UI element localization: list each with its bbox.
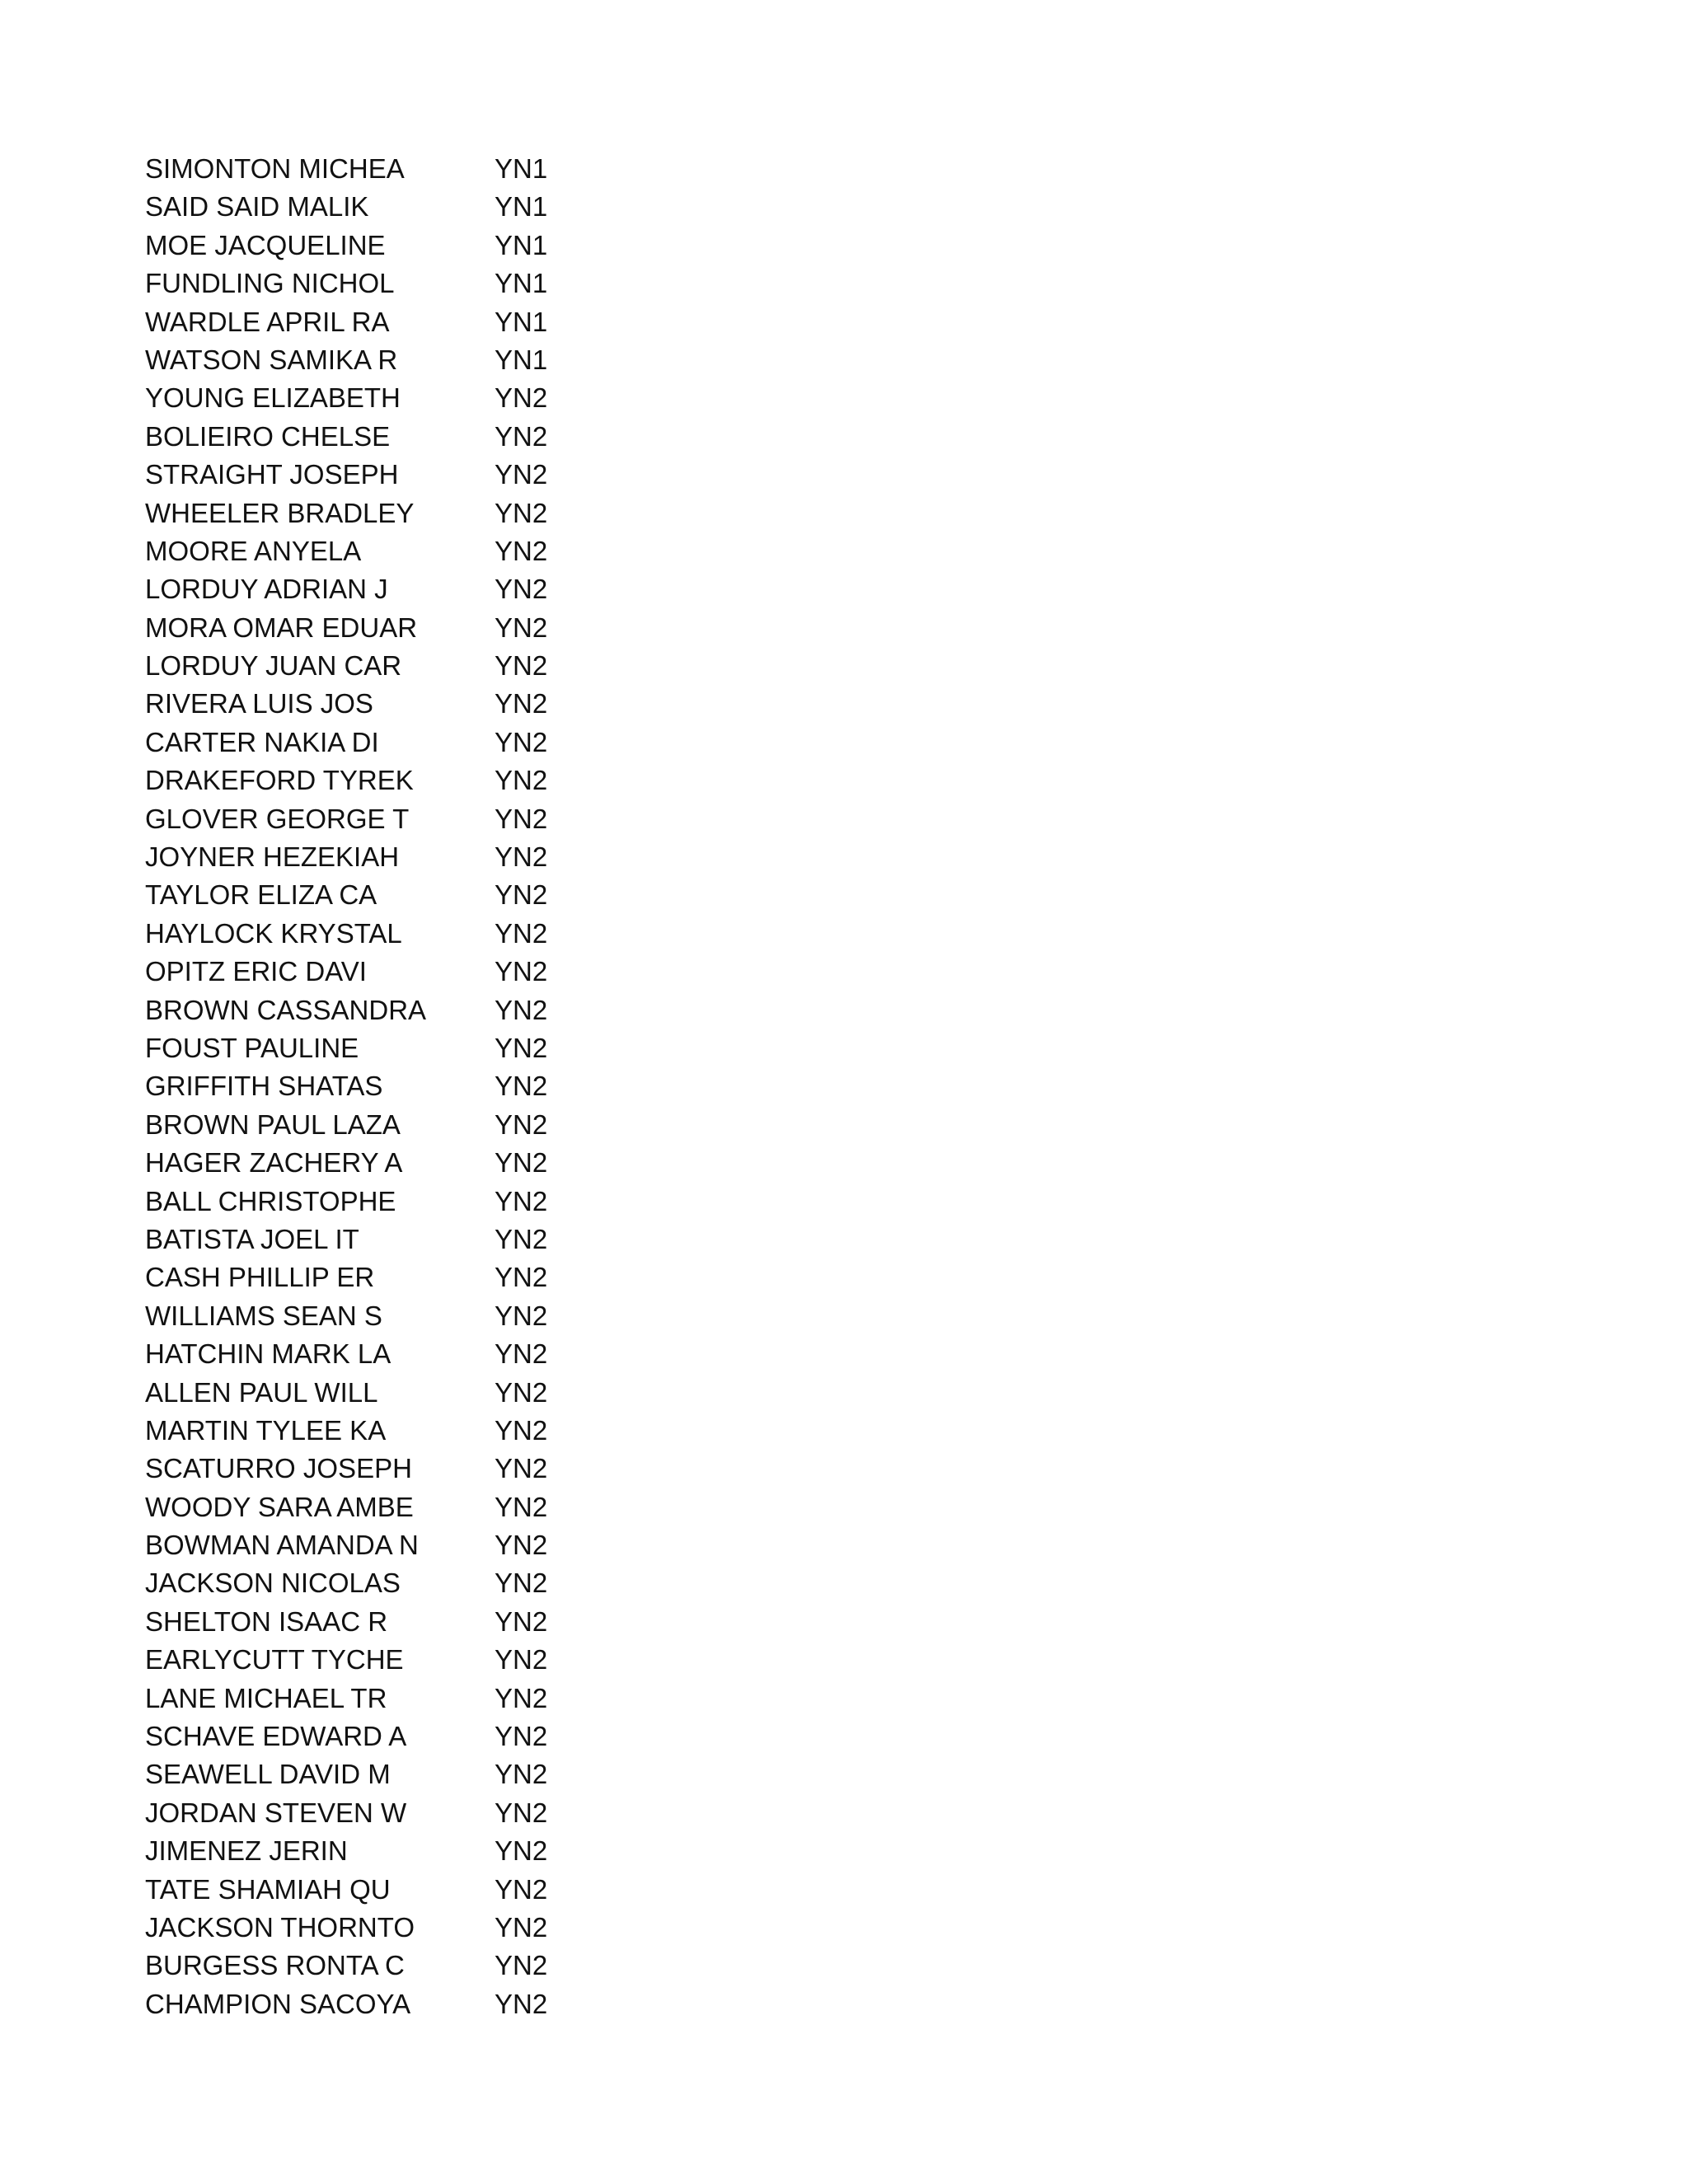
person-name: LANE MICHAEL TR	[145, 1682, 387, 1713]
grade-code: YN2	[495, 650, 548, 682]
roster-list	[145, 150, 640, 2023]
grade-code: YN2	[495, 497, 548, 528]
person-name: LORDUY ADRIAN J	[145, 574, 388, 605]
person-name: SCATURRO JOSEPH	[145, 1453, 412, 1484]
grade-code: YN2	[495, 1300, 548, 1331]
person-name: WILLIAMS SEAN S	[145, 1300, 382, 1331]
grade-code: YN1	[495, 229, 548, 260]
person-name: BURGESS RONTA C	[145, 1950, 405, 1981]
person-name: DRAKEFORD TYREK	[145, 765, 414, 796]
grade-code: YN2	[495, 688, 548, 719]
person-name: CHAMPION SACOYA	[145, 1988, 411, 2019]
list-item	[145, 685, 640, 723]
list-item	[145, 150, 640, 188]
list-item	[145, 456, 640, 494]
person-name: EARLYCUTT TYCHE	[145, 1644, 404, 1675]
grade-code: YN2	[495, 1797, 548, 1828]
list-item	[145, 1450, 640, 1488]
list-item	[145, 303, 640, 341]
grade-code: YN2	[495, 994, 548, 1025]
grade-code: YN2	[495, 1605, 548, 1637]
list-item	[145, 1258, 640, 1296]
grade-code: YN2	[495, 1568, 548, 1599]
grade-code: YN2	[495, 1147, 548, 1179]
list-item	[145, 1374, 640, 1412]
person-name: CARTER NAKIA DI	[145, 726, 379, 757]
person-name: WARDLE APRIL RA	[145, 306, 390, 337]
person-name: GLOVER GEORGE T	[145, 803, 410, 834]
grade-code: YN2	[495, 1721, 548, 1752]
list-item	[145, 1488, 640, 1526]
list-item	[145, 1794, 640, 1832]
list-item	[145, 1221, 640, 1258]
person-name: GRIFFITH SHATAS	[145, 1071, 383, 1102]
list-item	[145, 800, 640, 838]
grade-code: YN2	[495, 1491, 548, 1522]
person-name: WATSON SAMIKA R	[145, 344, 398, 375]
grade-code: YN2	[495, 1262, 548, 1293]
list-item	[145, 915, 640, 953]
list-item	[145, 265, 640, 302]
grade-code: YN2	[495, 1988, 548, 2019]
list-item	[145, 341, 640, 379]
list-item	[145, 1755, 640, 1793]
grade-code: YN2	[495, 1338, 548, 1370]
grade-code: YN2	[495, 765, 548, 796]
grade-code: YN2	[495, 1911, 548, 1943]
list-item	[145, 1067, 640, 1105]
list-item	[145, 1871, 640, 1909]
list-item	[145, 1029, 640, 1067]
list-item	[145, 1985, 640, 2023]
person-name: JIMENEZ JERIN	[145, 1835, 348, 1867]
grade-code: YN1	[495, 191, 548, 223]
list-item	[145, 1183, 640, 1221]
list-item	[145, 1526, 640, 1564]
person-name: BROWN CASSANDRA	[145, 994, 427, 1025]
list-item	[145, 570, 640, 608]
list-item	[145, 609, 640, 647]
person-name: JACKSON NICOLAS	[145, 1568, 401, 1599]
person-name: FOUST PAULINE	[145, 1032, 359, 1063]
list-item	[145, 1641, 640, 1679]
grade-code: YN2	[495, 803, 548, 834]
list-item	[145, 876, 640, 914]
grade-code: YN2	[495, 1682, 548, 1713]
list-item	[145, 188, 640, 226]
grade-code: YN2	[495, 1835, 548, 1867]
grade-code: YN2	[495, 1873, 548, 1905]
list-item	[145, 1144, 640, 1182]
grade-code: YN2	[495, 956, 548, 987]
person-name: OPITZ ERIC DAVI	[145, 956, 367, 987]
person-name: MOORE ANYELA	[145, 535, 362, 566]
grade-code: YN2	[495, 459, 548, 490]
list-item	[145, 494, 640, 532]
list-item	[145, 1335, 640, 1373]
list-item	[145, 647, 640, 685]
grade-code: YN2	[495, 1530, 548, 1561]
list-item	[145, 1297, 640, 1335]
list-item	[145, 1603, 640, 1641]
person-name: LORDUY JUAN CAR	[145, 650, 402, 682]
grade-code: YN2	[495, 1376, 548, 1408]
list-item	[145, 762, 640, 799]
person-name: HATCHIN MARK LA	[145, 1338, 392, 1370]
list-item	[145, 1106, 640, 1144]
list-item	[145, 227, 640, 265]
grade-code: YN2	[495, 1453, 548, 1484]
grade-code: YN2	[495, 917, 548, 949]
grade-code: YN1	[495, 344, 548, 375]
person-name: JACKSON THORNTO	[145, 1911, 415, 1943]
person-name: HAGER ZACHERY A	[145, 1147, 403, 1179]
grade-code: YN2	[495, 726, 548, 757]
list-item	[145, 379, 640, 417]
grade-code: YN2	[495, 841, 548, 873]
person-name: BROWN PAUL LAZA	[145, 1108, 401, 1140]
person-name: WHEELER BRADLEY	[145, 497, 415, 528]
person-name: BALL CHRISTOPHE	[145, 1185, 396, 1216]
person-name: SAID SAID MALIK	[145, 191, 369, 223]
grade-code: YN2	[495, 420, 548, 452]
grade-code: YN2	[495, 535, 548, 566]
grade-code: YN2	[495, 1223, 548, 1254]
grade-code: YN1	[495, 306, 548, 337]
person-name: STRAIGHT JOSEPH	[145, 459, 399, 490]
list-item	[145, 1909, 640, 1947]
grade-code: YN2	[495, 1759, 548, 1790]
grade-code: YN2	[495, 1950, 548, 1981]
person-name: SHELTON ISAAC R	[145, 1605, 388, 1637]
list-item	[145, 991, 640, 1029]
grade-code: YN2	[495, 1185, 548, 1216]
grade-code: YN2	[495, 382, 548, 414]
person-name: MARTIN TYLEE KA	[145, 1414, 387, 1446]
person-name: FUNDLING NICHOL	[145, 268, 395, 299]
person-name: SCHAVE EDWARD A	[145, 1721, 407, 1752]
person-name: JORDAN STEVEN W	[145, 1797, 407, 1828]
grade-code: YN2	[495, 1032, 548, 1063]
grade-code: YN2	[495, 1414, 548, 1446]
person-name: TAYLOR ELIZA CA	[145, 879, 377, 911]
person-name: BOWMAN AMANDA N	[145, 1530, 419, 1561]
person-name: TATE SHAMIAH QU	[145, 1873, 391, 1905]
person-name: CASH PHILLIP ER	[145, 1262, 375, 1293]
grade-code: YN1	[495, 153, 548, 184]
person-name: WOODY SARA AMBE	[145, 1491, 414, 1522]
person-name: SIMONTON MICHEA	[145, 153, 405, 184]
person-name: JOYNER HEZEKIAH	[145, 841, 400, 873]
list-item	[145, 838, 640, 876]
person-name: RIVERA LUIS JOS	[145, 688, 373, 719]
grade-code: YN2	[495, 1644, 548, 1675]
list-item	[145, 532, 640, 570]
list-item	[145, 1680, 640, 1718]
person-name: MORA OMAR EDUAR	[145, 612, 418, 643]
grade-code: YN2	[495, 612, 548, 643]
list-item	[145, 1832, 640, 1870]
person-name: SEAWELL DAVID M	[145, 1759, 391, 1790]
grade-code: YN2	[495, 879, 548, 911]
person-name: ALLEN PAUL WILL	[145, 1376, 378, 1408]
person-name: YOUNG ELIZABETH	[145, 382, 401, 414]
grade-code: YN2	[495, 1071, 548, 1102]
list-item	[145, 1718, 640, 1755]
list-item	[145, 418, 640, 456]
person-name: BATISTA JOEL IT	[145, 1223, 359, 1254]
person-name: MOE JACQUELINE	[145, 229, 386, 260]
list-item	[145, 1947, 640, 1985]
list-item	[145, 953, 640, 991]
person-name: BOLIEIRO CHELSE	[145, 420, 391, 452]
list-item	[145, 1564, 640, 1602]
list-item	[145, 724, 640, 762]
person-name: HAYLOCK KRYSTAL	[145, 917, 402, 949]
grade-code: YN2	[495, 574, 548, 605]
grade-code: YN1	[495, 268, 548, 299]
grade-code: YN2	[495, 1108, 548, 1140]
list-item	[145, 1412, 640, 1450]
